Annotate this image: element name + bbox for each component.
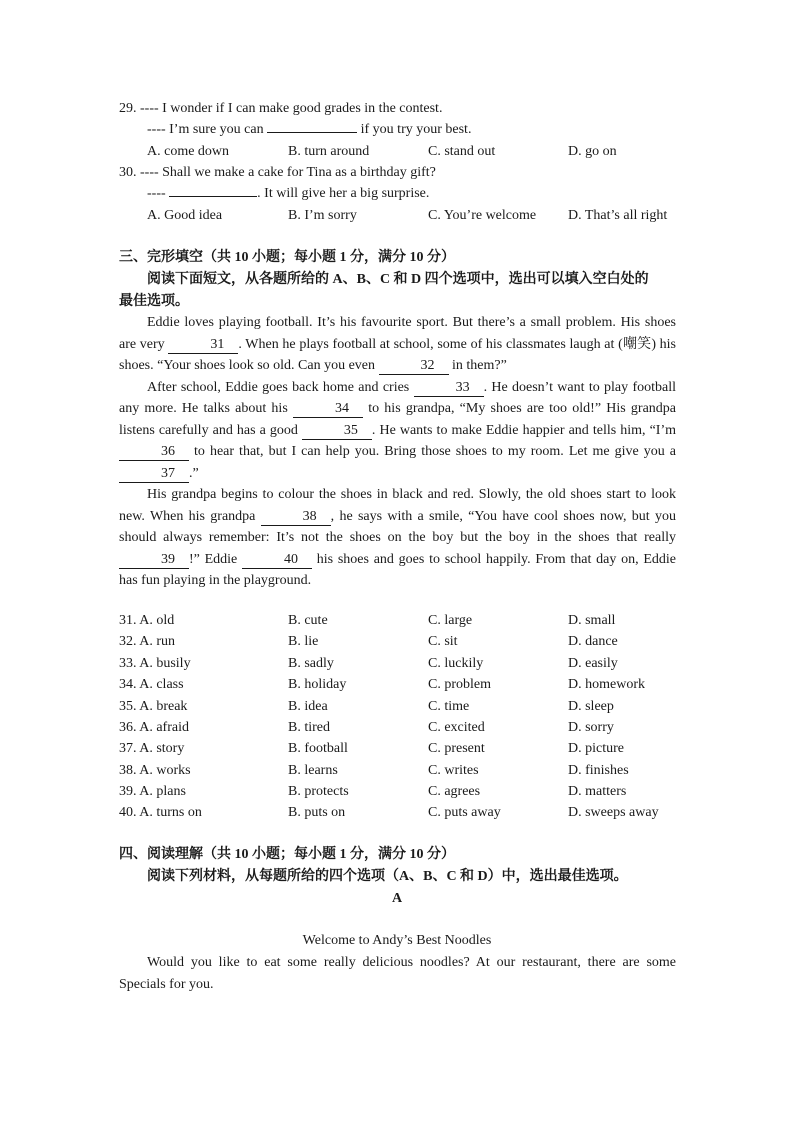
option-33-d: D. easily [568,656,618,671]
blank-36 [119,444,189,461]
option-35-d: D. sleep [568,699,614,714]
blank-39 [119,552,189,569]
q29-blank [267,132,357,133]
passage-text: to hear that, but I can help you. Bring those shoes to my room. Let me give you a [189,444,676,459]
option-32-a: 32. A. run [119,634,175,649]
passage-text: . He doesn’t want to play football any more. He talks about his [119,379,676,416]
passage-text: . When he plays football at school, some of his classmates laugh at (嘲笑) his shoes. “Your shoes look so old. Can you even [119,336,677,373]
q29-option-b: B. turn around [288,144,370,159]
part-label: A [391,891,403,906]
passage-text: His grandpa begins to colour the shoes in black and red. Slowly, the old shoes start to look new. When his grandpa [119,487,676,524]
option-39-a: 39. A. plans [119,784,186,799]
passage-text: his shoes and goes to school happily. From that day on, Eddie has fun playing in the playground. [119,551,677,588]
passage-paragraph-3 [119,484,676,592]
option-35-a: 35. A. break [119,699,188,714]
blank-number: 31 [210,336,225,352]
blank-40 [242,552,312,569]
option-31-b: B. cute [288,613,328,628]
q30-option-d: D. That’s all right [568,208,668,223]
reading-heading: Welcome to Andy’s Best Noodles [302,933,492,948]
option-34-c: C. problem [428,677,491,692]
option-32-b: B. lie [288,634,319,649]
section3-title: 三、完形填空（共 10 小题；每小题 1 分，满分 10 分） [119,250,455,265]
option-33-b: B. sadly [288,656,334,671]
option-34-b: B. holiday [288,677,347,692]
q30-blank [169,196,257,197]
blank-number: 33 [455,379,470,395]
option-38-b: B. learns [288,763,338,778]
option-37-a: 37. A. story [119,741,185,756]
option-33-c: C. luckily [428,656,484,671]
option-36-b: B. tired [288,720,330,735]
option-35-b: B. idea [288,699,328,714]
reading-intro-text: Would you like to eat some really delicious noodles? At our restaurant, there are some Specials for you. [119,955,676,992]
blank-number: 35 [343,422,358,438]
option-36-c: C. excited [428,720,485,735]
q30-option-a: A. Good idea [147,208,223,223]
blank-number: 40 [284,551,299,567]
q30-reply-before: ---- [147,186,166,201]
blank-37 [119,466,189,483]
q29-reply-after: if you try your best. [360,122,472,137]
blank-33 [414,380,484,397]
option-31-a: 31. A. old [119,613,175,628]
q29-reply-before: ---- I’m sure you can [147,122,264,137]
blank-31 [168,337,238,354]
q30-reply-after: . It will give her a big surprise. [257,186,430,201]
option-39-d: D. matters [568,784,627,799]
section4-title: 四、阅读理解（共 10 小题；每小题 1 分，满分 10 分） [119,847,455,862]
passage-text: in them?” [448,358,507,373]
q29-option-c: C. stand out [428,144,496,159]
passage-text: .” [189,465,199,481]
option-36-d: D. sorry [568,720,614,735]
passage-text: Eddie loves playing football. It’s his favourite sport. But there’s a small problem. His shoes are very [119,315,676,352]
blank-number: 32 [420,358,435,373]
blank-35 [302,423,372,440]
option-39-b: B. protects [288,784,349,799]
blank-38 [261,509,331,526]
option-34-a: 34. A. class [119,677,184,692]
blank-number: 34 [334,401,349,416]
passage-text: . He wants to make Eddie happier and tells him, “I’m [371,422,676,438]
option-32-d: D. dance [568,634,618,649]
q29-option-d: D. go on [568,144,617,159]
blank-number: 39 [161,551,175,567]
passage-text: to his grandpa, “My shoes are too old!” His grandpa listens carefully and has a good [119,401,677,438]
blank-number: 37 [161,465,175,481]
option-36-a: 36. A. afraid [119,720,189,735]
blank-32 [379,358,449,375]
option-40-b: B. puts on [288,805,346,820]
option-37-b: B. football [288,741,348,756]
option-35-c: C. time [428,699,470,714]
passage-text: !” Eddie [189,551,243,567]
section3-instruction-2: 最佳选项。 [119,294,189,309]
option-40-c: C. puts away [428,805,501,820]
q29-reply [147,120,471,140]
passage-text: , he says with a smile, “You have cool shoes now, but you should always remember: It’s not the shoes on the boy but the boy in the shoes that really [119,508,676,545]
option-38-a: 38. A. works [119,763,191,778]
blank-number: 36 [161,444,175,459]
reading-intro [119,952,676,995]
option-39-c: C. agrees [428,784,481,799]
option-34-d: D. homework [568,677,645,692]
option-40-a: 40. A. turns on [119,805,202,820]
cloze-passage [119,312,676,592]
option-31-d: D. small [568,613,616,628]
passage-paragraph-1 [119,312,676,377]
passage-text: After school, Eddie goes back home and cries [147,379,414,395]
option-37-d: D. picture [568,741,624,756]
q30-option-b: B. I’m sorry [288,208,357,223]
section3-instruction-1: 阅读下面短文，从各题所给的 A、B、C 和 D 四个选项中，选出可以填入空白处的 [147,272,649,287]
option-33-a: 33. A. busily [119,656,191,671]
q30-reply [147,184,429,204]
q30-stem: 30. ---- Shall we make a cake for Tina as a birthday gift? [119,165,436,180]
passage-paragraph-2 [119,377,676,485]
q29-stem: 29. ---- I wonder if I can make good grades in the contest. [119,101,443,116]
option-38-c: C. writes [428,763,479,778]
option-31-c: C. large [428,613,473,628]
option-32-c: C. sit [428,634,458,649]
q29-option-a: A. come down [147,144,230,159]
option-40-d: D. sweeps away [568,805,659,820]
option-38-d: D. finishes [568,763,629,778]
q30-option-c: C. You’re welcome [428,208,537,223]
section4-instruction: 阅读下列材料，从每题所给的四个选项（A、B、C 和 D）中，选出最佳选项。 [147,869,628,884]
blank-34 [293,401,363,418]
option-37-c: C. present [428,741,485,756]
blank-number: 38 [302,508,317,524]
